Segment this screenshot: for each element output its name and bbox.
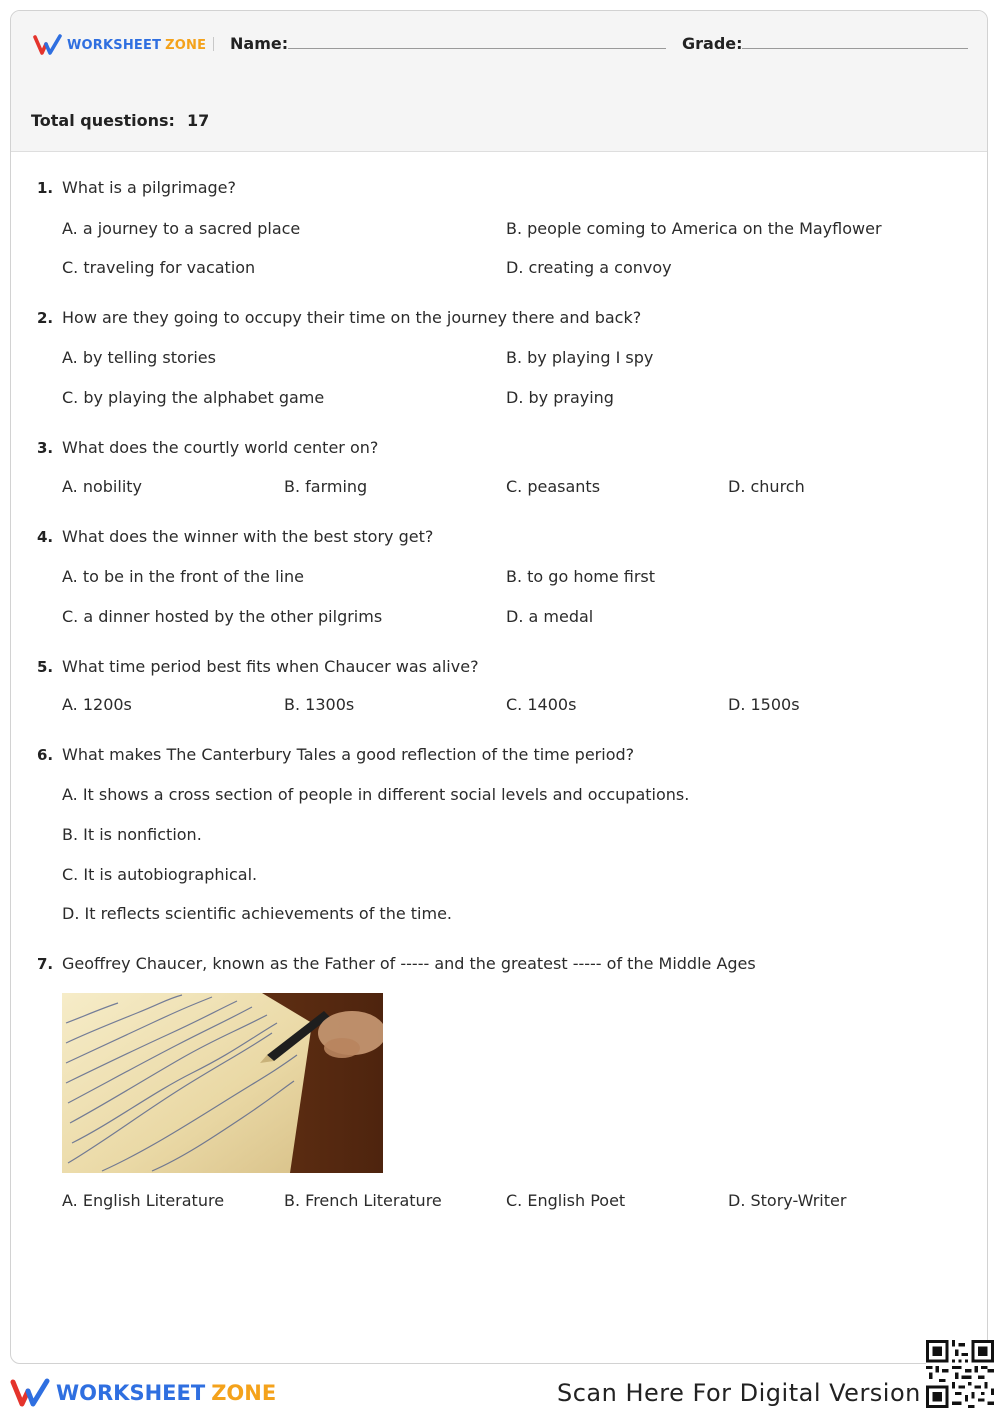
question-text: What does the courtly world center on? [62, 438, 379, 457]
question-text: How are they going to occupy their time on the journey there and back? [62, 308, 642, 327]
answer-option-b[interactable]: B. It is nonfiction. [62, 825, 202, 844]
worksheet-header [11, 11, 987, 152]
question-text: What is a pilgrimage? [62, 178, 236, 197]
answer-option-a[interactable]: A. English Literature [62, 1191, 225, 1210]
worksheet-zone-logo-icon [10, 1378, 50, 1408]
answer-option-c[interactable]: C. traveling for vacation [62, 258, 256, 277]
question-number: 2. [37, 309, 54, 327]
name-field[interactable] [288, 48, 666, 49]
answer-option-d[interactable]: D. creating a convoy [506, 258, 672, 277]
answer-option-d[interactable]: D. church [728, 477, 805, 496]
answer-option-b[interactable]: B. by playing I spy [506, 348, 654, 367]
question-number: 4. [37, 528, 54, 546]
brand-name: WORKSHEET ZONE [67, 37, 207, 53]
handwritten-manuscript-image [62, 993, 383, 1173]
qr-code-icon[interactable] [926, 1340, 994, 1408]
total-questions-label: Total questions: [31, 111, 175, 130]
answer-option-c[interactable]: C. English Poet [506, 1191, 626, 1210]
question-text: What makes The Canterbury Tales a good reflection of the time period? [62, 745, 635, 764]
answer-option-b[interactable]: B. farming [284, 477, 368, 496]
scan-instruction: Scan Here For Digital Version [557, 1379, 921, 1407]
answer-option-d[interactable]: D. Story-Writer [728, 1191, 847, 1210]
worksheet-zone-logo-icon [33, 34, 63, 56]
answer-option-c[interactable]: C. by playing the alphabet game [62, 388, 325, 407]
answer-option-a[interactable]: A. It shows a cross section of people in different social levels and occupations. [62, 785, 690, 804]
name-label: Name: [230, 34, 289, 53]
total-questions [31, 111, 209, 130]
answer-option-b[interactable]: B. people coming to America on the Mayflower [506, 219, 882, 238]
worksheet-page [10, 10, 988, 1364]
question-number: 7. [37, 955, 54, 973]
answer-option-c[interactable]: C. It is autobiographical. [62, 865, 258, 884]
answer-option-d[interactable]: D. a medal [506, 607, 594, 626]
question-number: 3. [37, 439, 54, 457]
answer-option-b[interactable]: B. 1300s [284, 695, 355, 714]
footer-brand-logo [10, 1378, 276, 1408]
qr-code-graphic [926, 1340, 994, 1408]
answer-option-d[interactable]: D. It reflects scientific achievements of the time. [62, 904, 452, 923]
grade-label: Grade: [682, 34, 743, 53]
answer-option-b[interactable]: B. to go home first [506, 567, 656, 586]
answer-option-a[interactable]: A. 1200s [62, 695, 132, 714]
answer-option-a[interactable]: A. a journey to a sacred place [62, 219, 301, 238]
logo-divider [213, 37, 214, 51]
answer-option-d[interactable]: D. 1500s [728, 695, 800, 714]
question-text: What does the winner with the best story get? [62, 527, 434, 546]
answer-option-a[interactable]: A. to be in the front of the line [62, 567, 304, 586]
brand-logo [33, 33, 206, 57]
answer-option-a[interactable]: A. nobility [62, 477, 142, 496]
question-text: What time period best fits when Chaucer was alive? [62, 657, 479, 676]
answer-option-d[interactable]: D. by praying [506, 388, 614, 407]
answer-option-c[interactable]: C. 1400s [506, 695, 577, 714]
answer-option-b[interactable]: B. French Literature [284, 1191, 442, 1210]
manuscript-illustration [62, 993, 383, 1173]
total-questions-value: 17 [186, 111, 210, 130]
question-text: Geoffrey Chaucer, known as the Father of ----- and the greatest ----- of the Middle Ages [62, 954, 756, 973]
question-number: 5. [37, 658, 54, 676]
answer-option-a[interactable]: A. by telling stories [62, 348, 216, 367]
question-number: 6. [37, 746, 54, 764]
footer-brand-name: WORKSHEET ZONE [56, 1381, 277, 1405]
answer-option-c[interactable]: C. peasants [506, 477, 601, 496]
grade-field[interactable] [742, 48, 968, 49]
answer-option-c[interactable]: C. a dinner hosted by the other pilgrims [62, 607, 383, 626]
question-number: 1. [37, 179, 54, 197]
